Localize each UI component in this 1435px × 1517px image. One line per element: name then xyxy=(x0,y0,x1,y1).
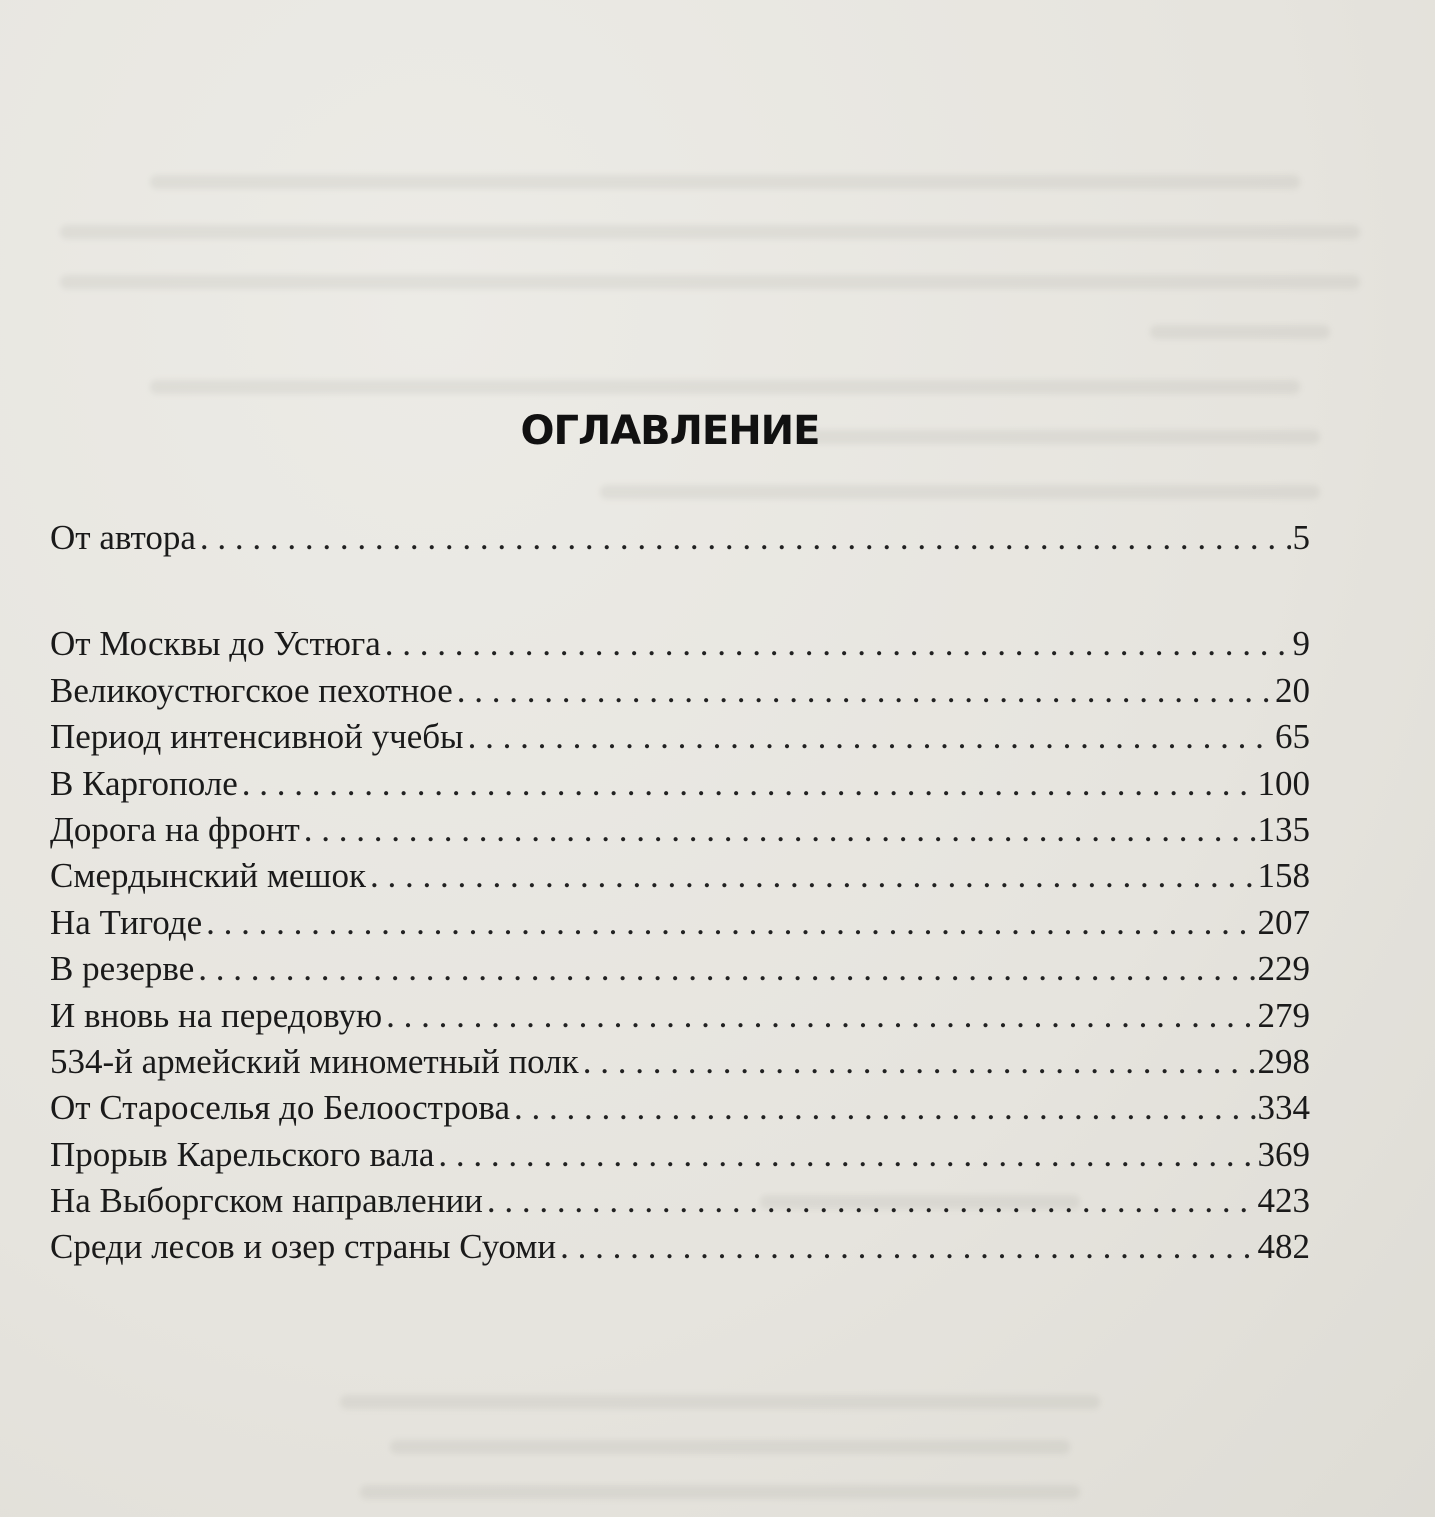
toc-entry-title: На Тигоде xyxy=(50,902,203,942)
toc-entry-title: Великоустюгское пехотное xyxy=(50,670,453,710)
toc-entry-page: 20 xyxy=(1275,670,1310,710)
toc-leader-dots xyxy=(370,853,1255,899)
toc-entry-page: 135 xyxy=(1257,809,1310,849)
toc-leader-dots xyxy=(560,1224,1255,1270)
toc-leader-dots xyxy=(206,900,1255,946)
bleed-through-line xyxy=(150,380,1300,394)
toc-entry-page: 65 xyxy=(1275,717,1310,757)
toc-entry-page: 5 xyxy=(1292,518,1310,557)
toc-entry-title: И вновь на передовую xyxy=(50,995,383,1035)
toc-entry xyxy=(50,1085,1310,1131)
toc-entry-title: От Староселья до Белоострова xyxy=(50,1088,510,1128)
toc-entry-title: От автора xyxy=(50,518,196,557)
toc-entry xyxy=(50,993,1310,1039)
toc-leader-dots xyxy=(583,1039,1256,1085)
toc-entry xyxy=(50,900,1310,946)
toc-heading: ОГЛАВЛЕНИЕ xyxy=(520,408,820,454)
bleed-through-line xyxy=(60,225,1360,239)
toc-entry xyxy=(50,621,1310,667)
bleed-through-line xyxy=(600,485,1320,499)
toc-entry-page: 423 xyxy=(1257,1181,1310,1221)
toc-entry xyxy=(50,946,1310,992)
toc-entry-title: Смердынский мешок xyxy=(50,856,367,896)
toc-leader-dots xyxy=(457,668,1273,714)
toc-entry-page: 298 xyxy=(1257,1041,1310,1081)
toc-entry-title: Прорыв Карельского вала xyxy=(50,1134,435,1174)
toc-leader-dots xyxy=(200,515,1291,561)
toc-entry-page: 369 xyxy=(1257,1134,1310,1174)
toc-entry-title: 534-й армейский минометный полк xyxy=(50,1041,579,1081)
table-of-contents xyxy=(50,515,1310,1271)
toc-entry xyxy=(50,714,1310,760)
toc-entry xyxy=(50,807,1310,853)
toc-leader-dots xyxy=(468,714,1273,760)
toc-entry-title: В резерве xyxy=(50,949,195,989)
toc-leader-dots xyxy=(385,621,1291,667)
toc-entry xyxy=(50,1132,1310,1178)
toc-entry-page: 9 xyxy=(1292,624,1310,664)
toc-entry-title: Дорога на фронт xyxy=(50,809,300,849)
toc-leader-dots xyxy=(386,993,1255,1039)
toc-leader-dots xyxy=(487,1178,1256,1224)
toc-entry-title: На Выборгском направлении xyxy=(50,1181,483,1221)
toc-entry-page: 279 xyxy=(1257,995,1310,1035)
toc-entry-title: Период интенсивной учебы xyxy=(50,717,464,757)
toc-entry-title: Среди лесов и озер страны Суоми xyxy=(50,1227,557,1267)
toc-entry-page: 334 xyxy=(1257,1088,1310,1128)
toc-entry-page: 207 xyxy=(1257,902,1310,942)
toc-leader-dots xyxy=(198,946,1255,992)
bleed-through-line xyxy=(340,1395,1100,1409)
toc-entry-author xyxy=(50,515,1310,561)
toc-entry xyxy=(50,1224,1310,1270)
toc-leader-dots xyxy=(242,761,1256,807)
toc-entry-page: 229 xyxy=(1257,949,1310,989)
bleed-through-line xyxy=(1150,325,1330,339)
toc-entry xyxy=(50,668,1310,714)
toc-entry-page: 100 xyxy=(1257,763,1310,803)
toc-leader-dots xyxy=(304,807,1256,853)
toc-entry-page: 482 xyxy=(1257,1227,1310,1267)
bleed-through-line xyxy=(150,175,1300,189)
bleed-through-line xyxy=(60,275,1360,289)
toc-entry xyxy=(50,1178,1310,1224)
toc-entry-page: 158 xyxy=(1257,856,1310,896)
toc-entry-title: В Каргополе xyxy=(50,763,238,803)
toc-entry xyxy=(50,761,1310,807)
toc-entry xyxy=(50,1039,1310,1085)
toc-entry-title: От Москвы до Устюга xyxy=(50,624,381,664)
bleed-through-line xyxy=(390,1440,1070,1454)
toc-entry xyxy=(50,853,1310,899)
bleed-through-line xyxy=(360,1485,1080,1499)
toc-leader-dots xyxy=(514,1085,1256,1131)
toc-leader-dots xyxy=(438,1132,1255,1178)
